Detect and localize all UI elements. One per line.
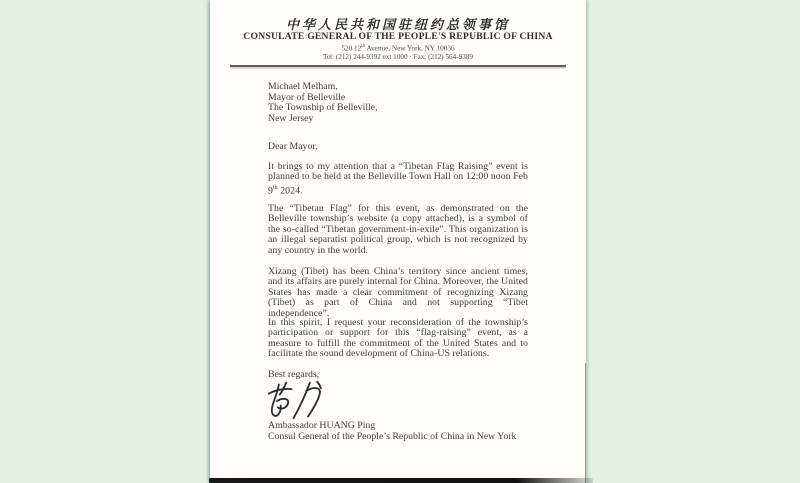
signature-huang-ping (265, 380, 331, 422)
letterhead-divider (230, 65, 566, 67)
letterhead-chinese-title: 中华人民共和国驻纽约总领事馆 (285, 17, 510, 32)
valediction: Best regards, (268, 369, 320, 380)
address-text: 520 12 (341, 44, 362, 53)
p1-text: It brings to my attention that a “Tibetan Flag Raising” event is planned to be held at the Belleville Town Hall on 12:00 noon Feb 9 (268, 161, 528, 197)
body-paragraph-1 (268, 162, 528, 196)
recipient-block (268, 82, 528, 124)
letter-page (210, 0, 586, 483)
signer-name: Ambassador HUANG Ping (268, 420, 376, 431)
body-paragraph-4: In this spirit, I request your reconsideration of the township’s participation or support for this “flag-raising” event, as a measure to fulfill the commitment of the United States and to facilitate the sound development of China-US relations. (268, 317, 528, 360)
recipient-org: The Township of Belleville, (268, 102, 378, 113)
address-text-rest: Avenue, New York, NY 10036 (365, 44, 455, 53)
body-paragraph-2: The “Tibetan Flag” for this event, as demonstrated on the Belleville township’s website (a copy attached), is a symbol of the so-called “Tibetan government-in-exile”. This organization is an illegal separatist political group, which is not recognized by any country in the world. (268, 203, 528, 256)
recipient-title: Mayor of Belleville (268, 91, 346, 103)
signer-title: Consul General of the People’s Republic of China in New York (268, 431, 517, 442)
letterhead-address (210, 44, 586, 52)
scan-bottom-edge (209, 478, 593, 483)
scan-right-edge (585, 363, 586, 483)
letterhead-contact: Tel: (212) 244-9392 ext 1000 · Fax: (212) 564-9389 (322, 53, 473, 61)
salutation: Dear Mayor, (268, 141, 318, 152)
address-ordinal: th (361, 44, 366, 49)
letterhead-english-title: CONSULATE GENERAL OF THE PEOPLE'S REPUBLIC OF CHINA (243, 31, 553, 42)
p1-ordinal: th (272, 184, 278, 191)
recipient-name: Michael Melham, (268, 81, 338, 92)
body-paragraph-3: Xizang (Tibet) has been China’s territory since ancient times, and its affairs are purely internal for China. Moreover, the United States has made a clear commitment of recognizing Xizang (Tibet) as part of China and not supporting “Tibet independence”. (268, 266, 528, 319)
recipient-state: New Jersey (268, 112, 314, 124)
p1-text-rest: 2024. (277, 185, 303, 197)
